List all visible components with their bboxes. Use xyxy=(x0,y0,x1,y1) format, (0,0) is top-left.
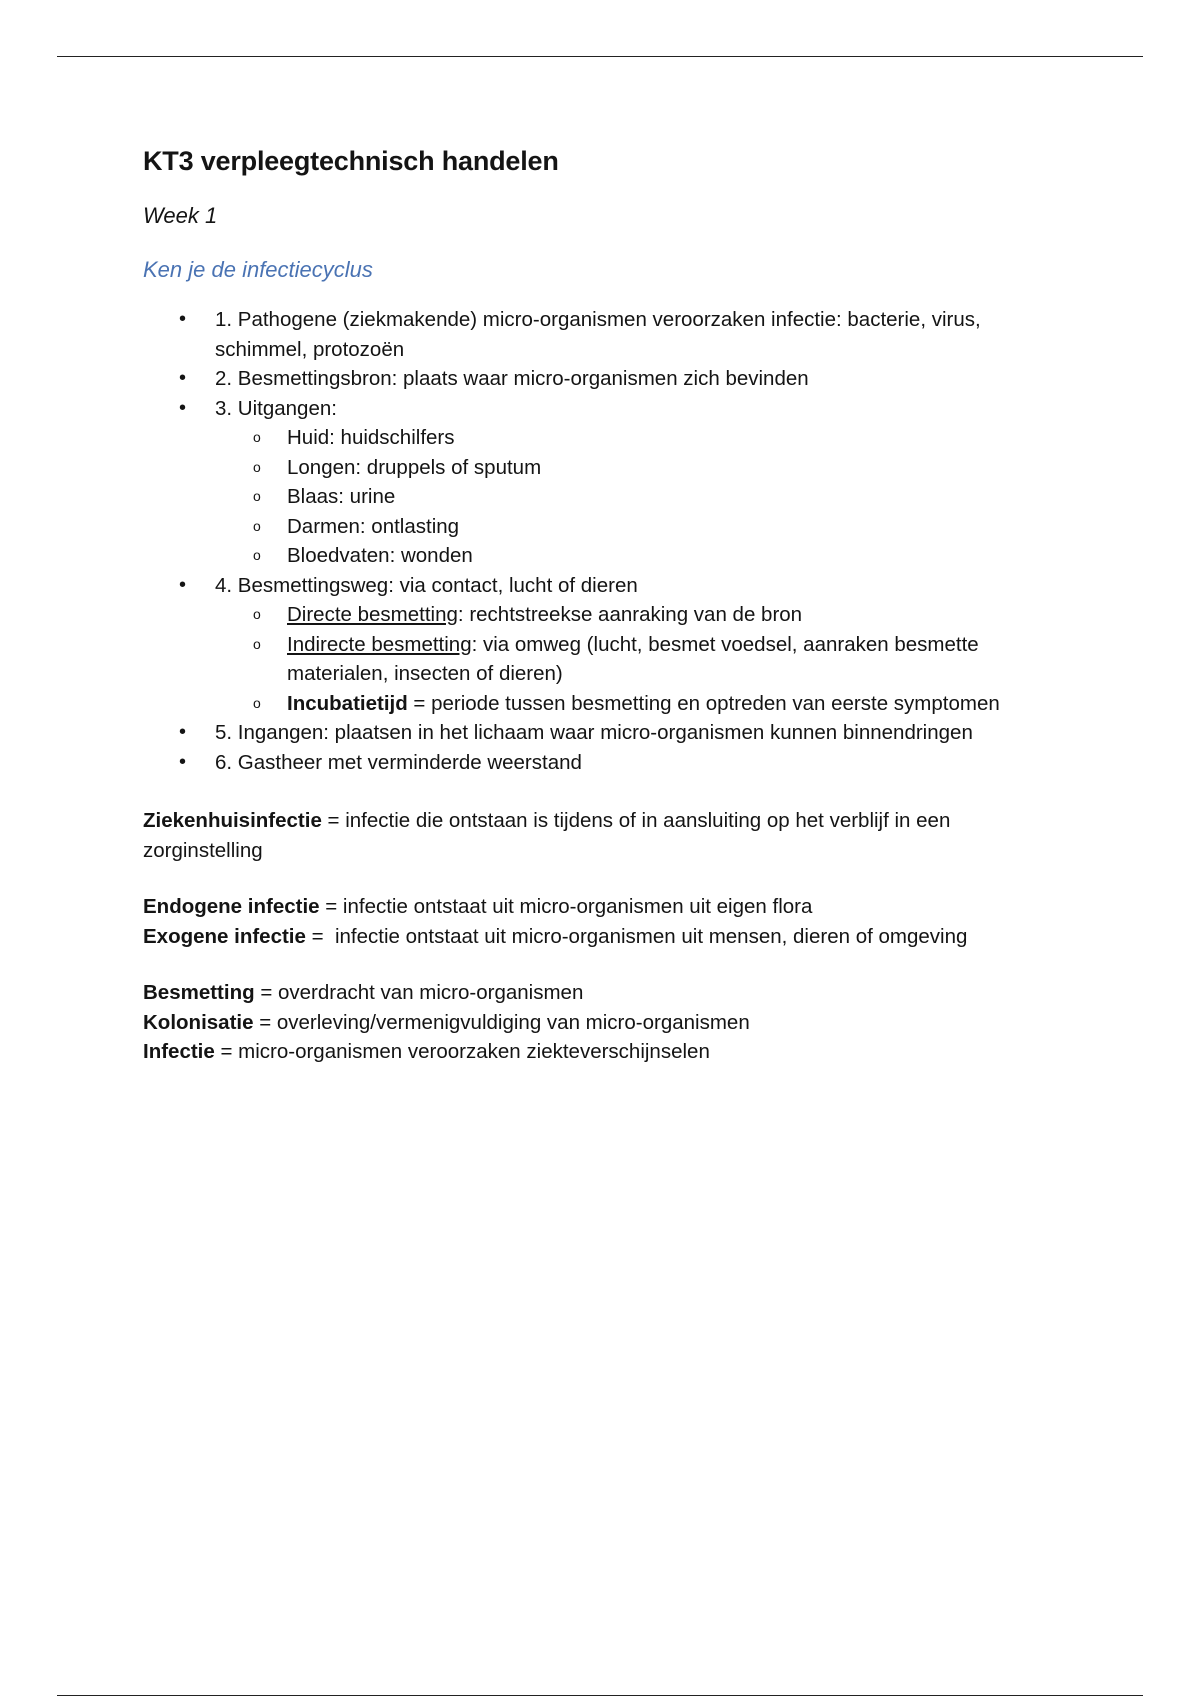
list-item-text: 3. Uitgangen: xyxy=(215,396,337,420)
definition-term: Kolonisatie xyxy=(143,1010,254,1034)
bullet-icon: • xyxy=(179,750,187,773)
sub-list-item xyxy=(215,600,1073,630)
sub-list-item-text: Huid: huidschilfers xyxy=(287,426,455,449)
definition-text: = infectie ontstaat uit micro-organismen uit eigen flora xyxy=(319,895,813,918)
list-item xyxy=(143,748,1073,778)
underlined-term: Indirecte besmetting xyxy=(287,632,472,656)
circle-bullet-icon: o xyxy=(253,547,261,563)
bullet-icon: • xyxy=(179,367,187,389)
definition-text: = overleving/vermenigvuldiging van micro-organismen xyxy=(253,1010,750,1034)
sub-list-item-text: = periode tussen besmetting en optreden van eerste symptomen xyxy=(407,691,1000,715)
page-top-rule xyxy=(57,56,1143,57)
bold-term: Incubatietijd xyxy=(287,691,408,715)
list-item xyxy=(143,571,1073,719)
sub-list xyxy=(215,600,1073,718)
definition-term: Exogene infectie xyxy=(143,924,306,948)
list-item-text: 2. Besmettingsbron: plaats waar micro-organismen zich bevinden xyxy=(215,367,809,390)
bullet-icon: • xyxy=(179,573,187,596)
circle-bullet-icon: o xyxy=(253,694,261,711)
definition-kolonisatie xyxy=(143,1008,1073,1038)
sub-list-item xyxy=(215,630,1073,689)
definition-block xyxy=(143,892,1073,951)
sub-list-item-text: Blaas: urine xyxy=(287,485,396,508)
definition-text: = infectie die ontstaan is tijdens of in aansluiting op het verblijf in een zorginstelling xyxy=(143,809,951,862)
circle-bullet-icon: o xyxy=(253,429,261,445)
sub-list-item xyxy=(215,512,1073,542)
definition-infectie xyxy=(143,1037,1073,1067)
list-item-text: 5. Ingangen: plaatsen in het lichaam waar micro-organismen kunnen binnendringen xyxy=(215,721,973,744)
list-item xyxy=(143,305,1073,364)
sub-list-item-text: Darmen: ontlasting xyxy=(287,514,460,538)
document-title: KT3 verpleegtechnisch handelen xyxy=(143,146,559,176)
list-item-text: 6. Gastheer met verminderde weerstand xyxy=(215,750,582,774)
sub-list-item xyxy=(215,453,1073,483)
definition-term: Endogene infectie xyxy=(143,895,320,918)
week-label: Week 1 xyxy=(143,203,218,228)
sub-list-item-text: Bloedvaten: wonden xyxy=(287,544,473,567)
definition-exogene-infectie xyxy=(143,922,1073,952)
sub-list-item xyxy=(215,482,1073,512)
definition-text: = micro-organismen veroorzaken ziekteverschijnselen xyxy=(214,1040,710,1063)
underlined-term: Directe besmetting xyxy=(287,603,458,626)
circle-bullet-icon: o xyxy=(253,517,261,534)
circle-bullet-icon: o xyxy=(253,488,261,504)
circle-bullet-icon: o xyxy=(253,606,261,622)
bullet-icon: • xyxy=(179,396,187,419)
definition-term: Besmetting xyxy=(143,981,255,1004)
infection-cycle-list xyxy=(143,305,1073,777)
sub-list-item xyxy=(215,423,1073,453)
definition-block xyxy=(143,978,1073,1067)
sub-list-item-text: : via omweg (lucht, besmet voedsel, aanraken besmette materialen, insecten of dieren) xyxy=(287,632,979,685)
list-item xyxy=(143,718,1073,748)
list-item xyxy=(143,394,1073,571)
sub-list xyxy=(215,423,1073,571)
definition-block xyxy=(143,806,1073,865)
list-item-text: 4. Besmettingsweg: via contact, lucht of dieren xyxy=(215,573,638,597)
sub-list-item-text: : rechtstreekse aanraking van de bron xyxy=(457,603,803,626)
sub-list-item-text: Longen: druppels of sputum xyxy=(287,455,542,479)
definition-text: = overdracht van micro-organismen xyxy=(254,981,584,1004)
circle-bullet-icon: o xyxy=(253,458,261,475)
definition-ziekenhuisinfectie xyxy=(143,806,1073,865)
bullet-icon: • xyxy=(179,308,187,330)
definition-term: Ziekenhuisinfectie xyxy=(143,809,322,832)
circle-bullet-icon: o xyxy=(253,635,261,652)
definition-term: Infectie xyxy=(143,1040,215,1063)
document-body xyxy=(143,143,1073,1067)
definition-besmetting xyxy=(143,978,1073,1008)
sub-list-item xyxy=(215,689,1073,719)
definition-text: = infectie ontstaat uit micro-organismen uit mensen, dieren of omgeving xyxy=(305,924,968,948)
bullet-icon: • xyxy=(179,721,187,743)
list-item xyxy=(143,364,1073,394)
page-bottom-rule xyxy=(57,1695,1143,1696)
list-item-text: 1. Pathogene (ziekmakende) micro-organismen veroorzaken infectie: bacterie, virus, schimmel, protozoën xyxy=(215,308,981,361)
section-heading: Ken je de infectiecyclus xyxy=(143,257,373,282)
sub-list-item xyxy=(215,541,1073,571)
definition-endogene-infectie xyxy=(143,892,1073,922)
